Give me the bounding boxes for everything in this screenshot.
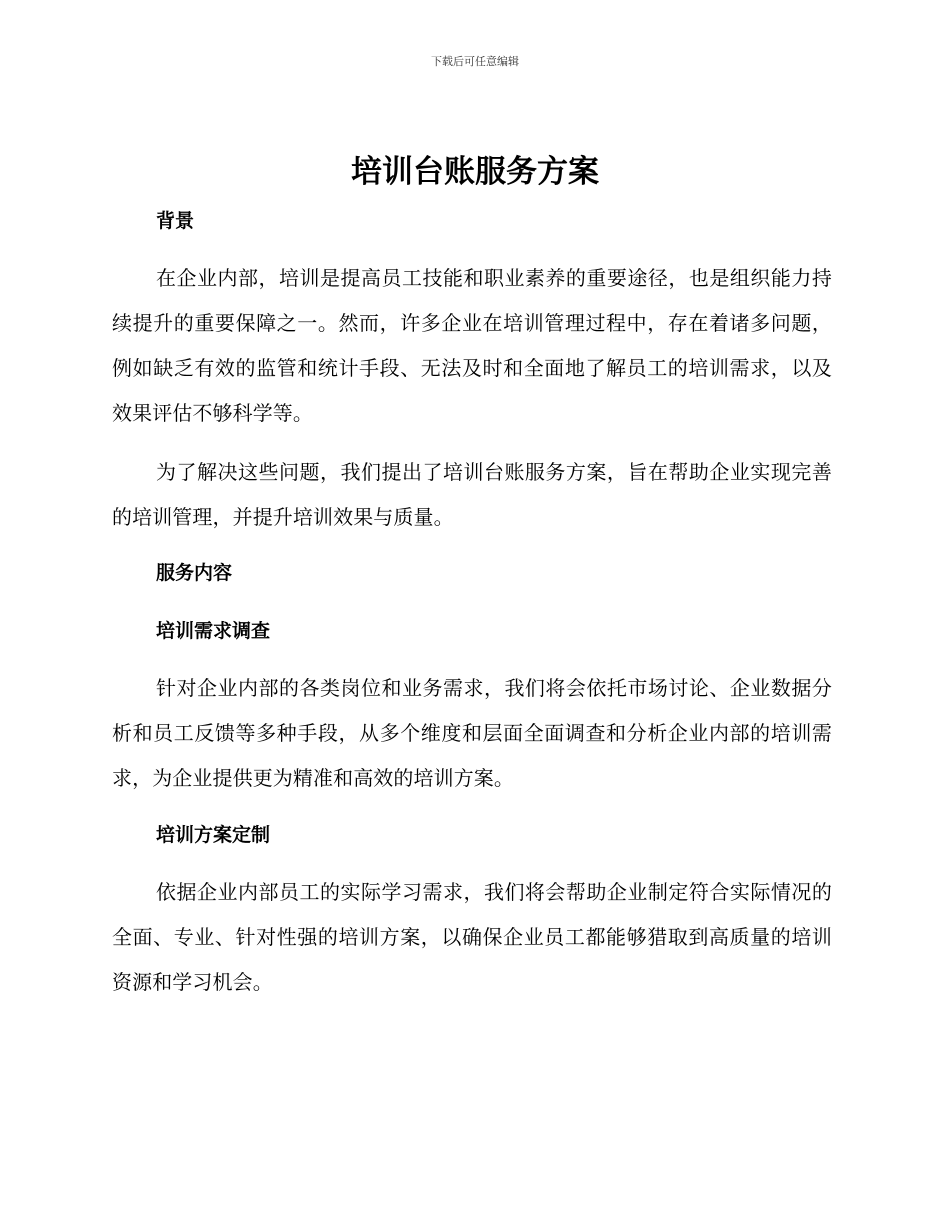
section-heading-service-content: 服务内容: [156, 562, 233, 584]
service-heading-block: [112, 559, 832, 587]
needs-heading-block: [112, 617, 832, 645]
background-paragraph-1-block: [112, 256, 832, 436]
training-needs-paragraph: 针对企业内部的各类岗位和业务需求，我们将会依托市场讨论、企业数据分析和员工反馈等多种手段，从多个维度和层面全面调查和分析企业内部的培训需求，为企业提供更为精准和高效的培训方案。: [112, 676, 832, 790]
header-note: 下载后可任意编辑: [431, 55, 519, 68]
background-paragraph-2-block: [112, 450, 832, 540]
custom-paragraph-block: [112, 870, 832, 1005]
background-heading-block: [112, 207, 832, 235]
training-plan-paragraph: 依据企业内部员工的实际学习需求，我们将会帮助企业制定符合实际情况的全面、专业、针对性强的培训方案，以确保企业员工都能够猎取到高质量的培训资源和学习机会。: [112, 880, 832, 994]
custom-heading-block: [112, 821, 832, 849]
background-paragraph-2: 为了解决这些问题，我们提出了培训台账服务方案，旨在帮助企业实现完善的培训管理，并提升培训效果与质量。: [112, 460, 832, 529]
needs-paragraph-block: [112, 666, 832, 801]
document-title: 培训台账服务方案: [351, 154, 599, 190]
section-heading-background: 背景: [156, 210, 195, 232]
section-heading-training-plan-custom: 培训方案定制: [156, 824, 271, 846]
section-heading-training-needs-survey: 培训需求调查: [156, 620, 271, 642]
background-paragraph-1: 在企业内部，培训是提高员工技能和职业素养的重要途径，也是组织能力持续提升的重要保障之一。然而，许多企业在培训管理过程中，存在着诸多问题，例如缺乏有效的监管和统计手段、无法及时和全面地了解员工的培训需求，以及效果评估不够科学等。: [112, 266, 832, 425]
